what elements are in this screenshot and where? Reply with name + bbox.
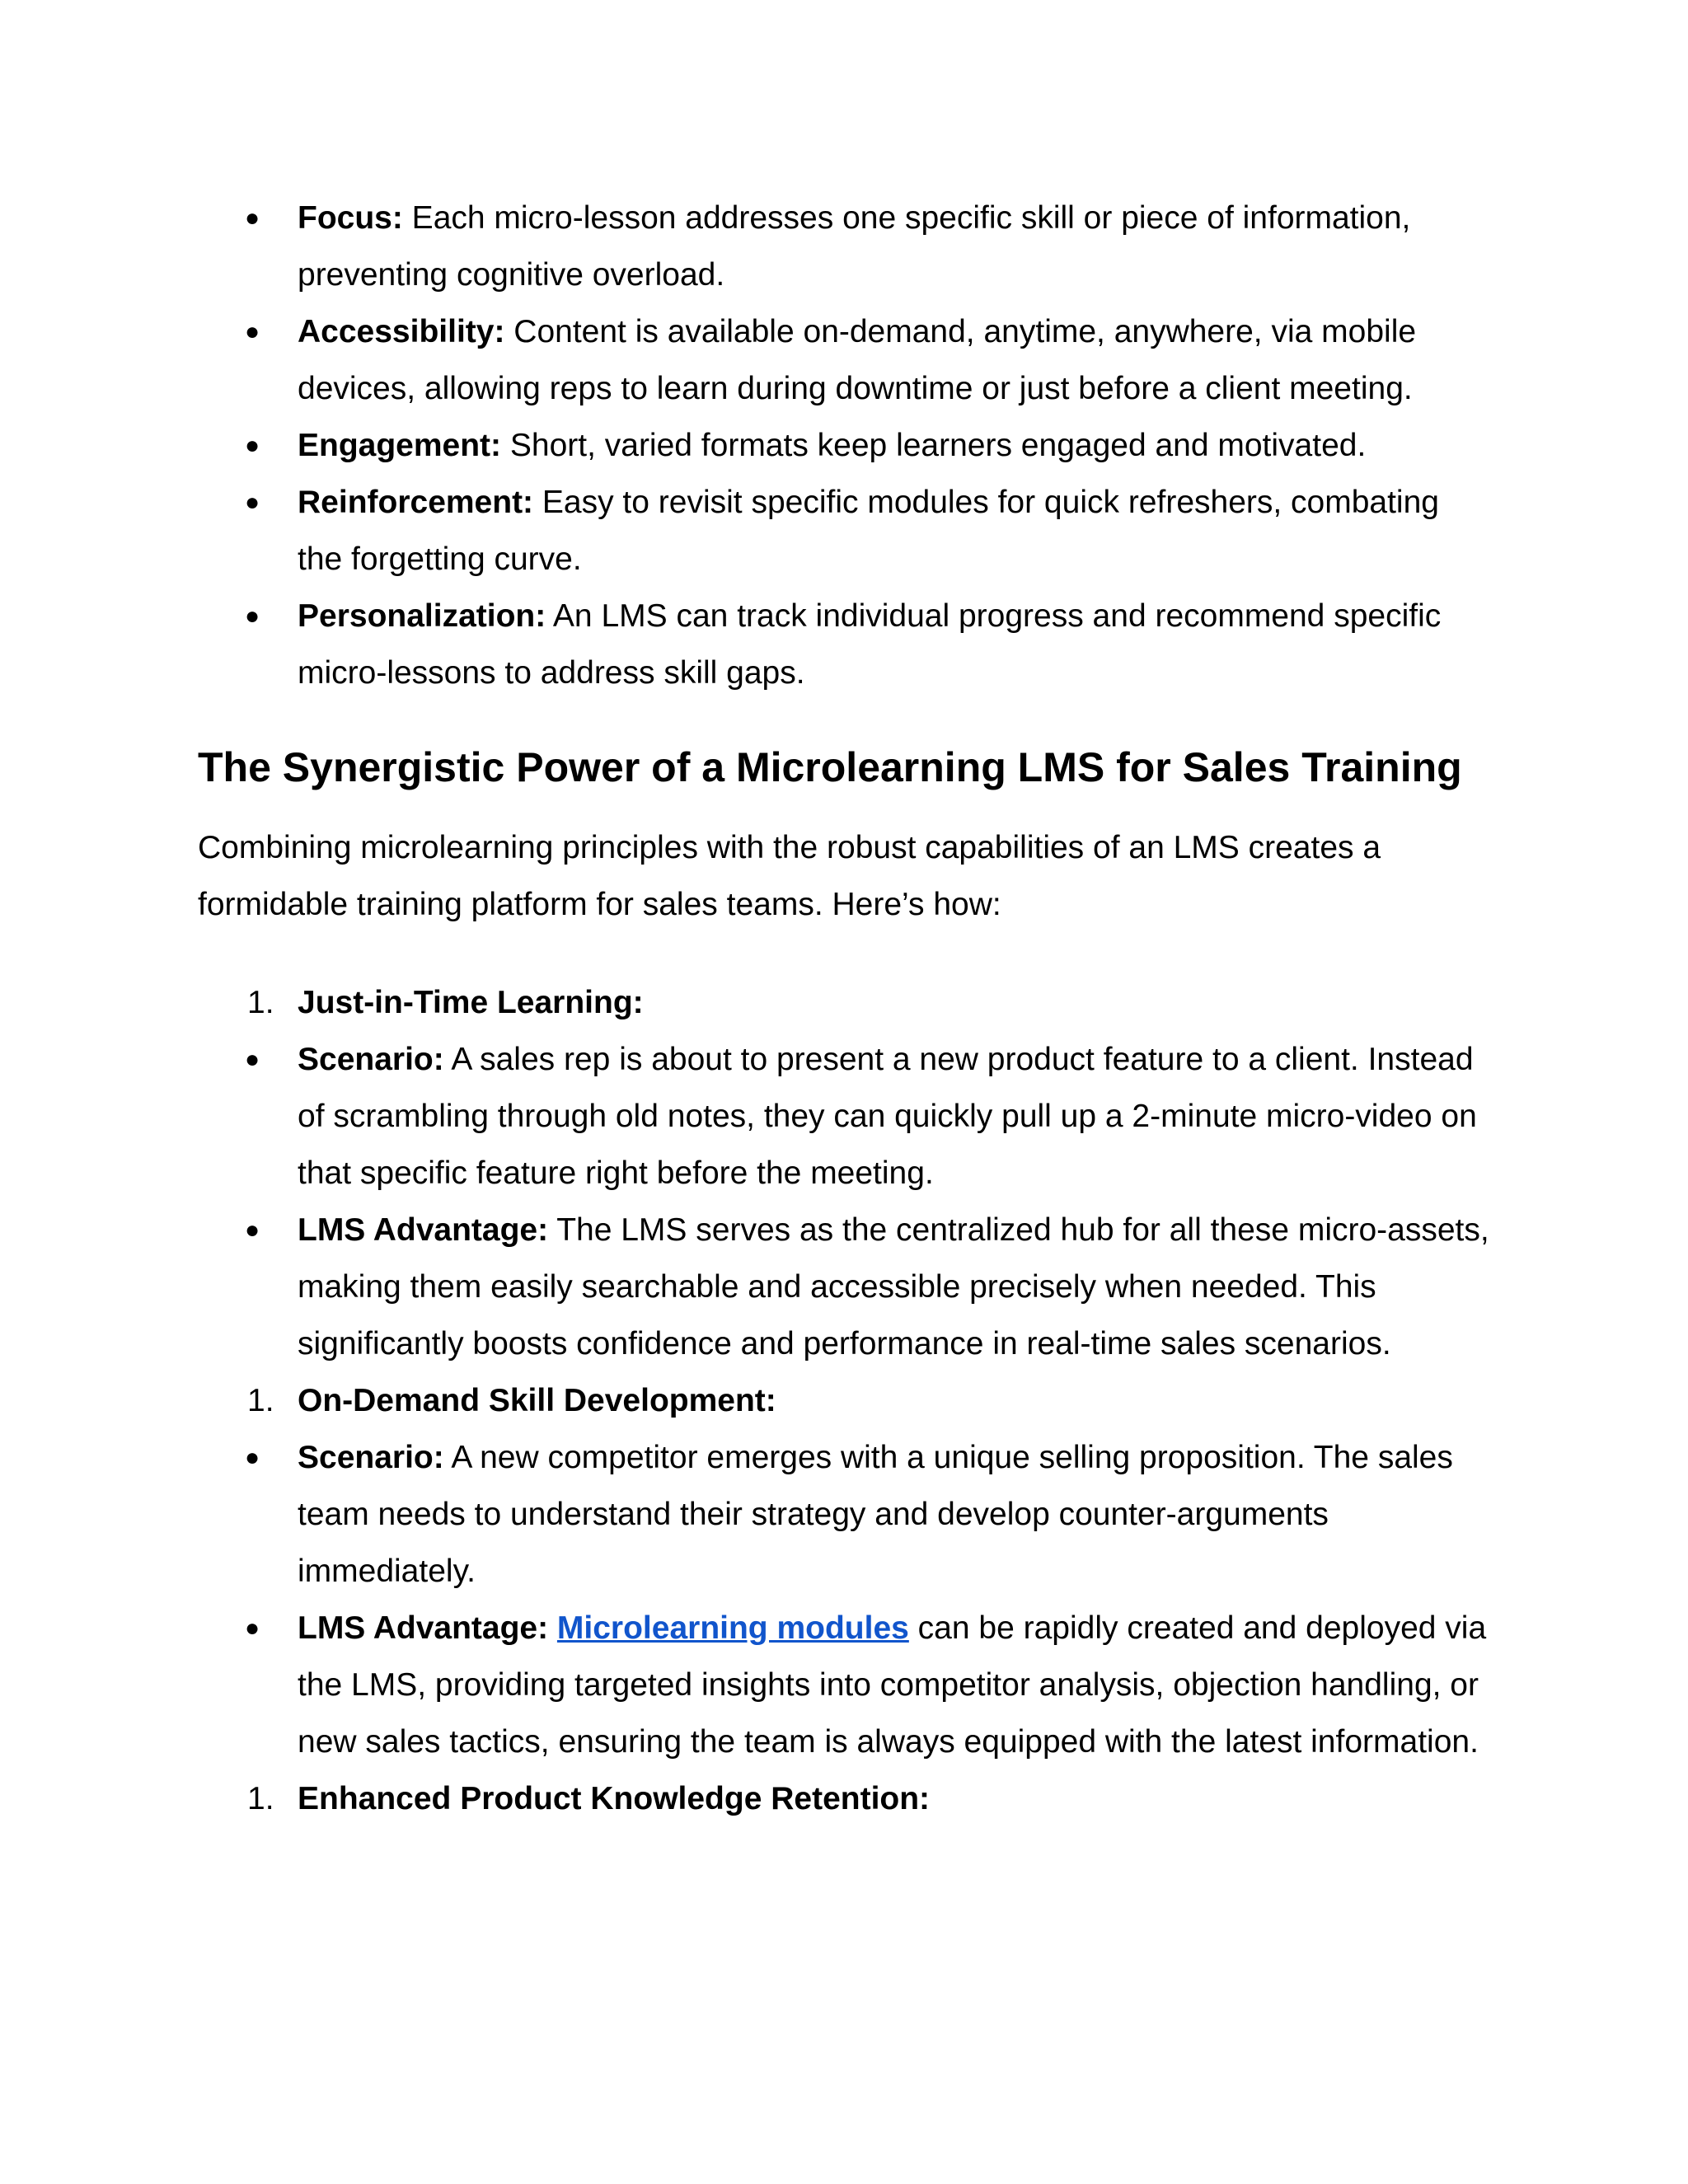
intro-bullet-list xyxy=(198,190,1490,701)
bullet-text: Short, varied formats keep learners engaged and motivated. xyxy=(501,428,1367,463)
bullet-marker: ● xyxy=(245,602,260,630)
bullet-item-lms-advantage xyxy=(198,1600,1490,1770)
bullet-item-scenario xyxy=(198,1031,1490,1202)
bullet-marker: ● xyxy=(245,204,260,232)
bullet-marker: ● xyxy=(245,1216,260,1244)
bullet-text: A sales rep is about to present a new product feature to a client. Instead of scrambling through old notes, they can quickly pull up a 2-minute micro-video on that specific feature right before the meeting. xyxy=(298,1042,1477,1191)
numbered-section xyxy=(198,974,1490,1827)
bullet-item-focus xyxy=(198,190,1490,303)
numbered-item-title xyxy=(198,1372,1490,1429)
bullet-label: Scenario: xyxy=(298,1042,444,1077)
list-number: 1. xyxy=(247,1383,274,1418)
bullet-marker: ● xyxy=(245,1444,260,1471)
bullet-label: LMS Advantage: xyxy=(298,1610,549,1646)
bullet-marker: ● xyxy=(245,432,260,459)
bullet-item-reinforcement xyxy=(198,474,1490,588)
numbered-item-title xyxy=(198,974,1490,1031)
bullet-label: Engagement: xyxy=(298,428,502,463)
microlearning-modules-link[interactable]: Microlearning modules xyxy=(556,1610,909,1646)
bullet-label: Personalization: xyxy=(298,598,546,634)
bullet-label: Focus: xyxy=(298,200,403,236)
bullet-item-scenario xyxy=(198,1429,1490,1600)
bullet-text: A new competitor emerges with a unique selling proposition. The sales team needs to understand their strategy and develop counter-arguments immediately. xyxy=(298,1440,1453,1589)
bullet-text: Content is available on-demand, anytime, anywhere, via mobile devices, allowing reps to learn during downtime or just before a client meeting. xyxy=(298,314,1417,406)
bullet-item-personalization xyxy=(198,588,1490,701)
section-paragraph: Combining microlearning principles with the robust capabilities of an LMS creates a formidable training platform for sales teams. Here’s how: xyxy=(198,830,1381,922)
list-number: 1. xyxy=(247,985,274,1020)
numbered-item-label: On-Demand Skill Development: xyxy=(298,1383,776,1418)
bullet-marker: ● xyxy=(245,489,260,516)
bullet-label: Reinforcement: xyxy=(298,485,534,520)
bullet-label: Accessibility: xyxy=(298,314,505,349)
list-number: 1. xyxy=(247,1781,274,1816)
bullet-text: Easy to revisit specific modules for quick refreshers, combating the forgetting curve. xyxy=(298,485,1439,577)
numbered-item-label: Enhanced Product Knowledge Retention: xyxy=(298,1781,931,1816)
bullet-item-engagement xyxy=(198,417,1490,474)
section-heading: The Synergistic Power of a Microlearning LMS for Sales Training xyxy=(198,744,1462,790)
bullet-label: LMS Advantage: xyxy=(298,1212,549,1248)
bullet-text: The LMS serves as the centralized hub for all these micro-assets, making them easily searchable and accessible precisely when needed. This significantly boosts confidence and performance in real-time sales scenarios. xyxy=(298,1212,1489,1361)
bullet-marker: ● xyxy=(245,318,260,345)
numbered-item-title xyxy=(198,1770,1490,1827)
bullet-marker: ● xyxy=(245,1615,260,1642)
bullet-text: can be rapidly created and deployed via the LMS, providing targeted insights into competitor analysis, objection handling, or new sales tactics, ensuring the team is always equipped with the latest information. xyxy=(298,1610,1487,1760)
bullet-item-accessibility xyxy=(198,303,1490,417)
numbered-item-label: Just-in-Time Learning: xyxy=(298,985,644,1020)
bullet-item-lms-advantage xyxy=(198,1202,1490,1372)
bullet-label: Scenario: xyxy=(298,1440,444,1475)
bullet-text: Each micro-lesson addresses one specific skill or piece of information, preventing cognitive overload. xyxy=(298,200,1411,293)
bullet-marker: ● xyxy=(245,1046,260,1073)
bullet-text: An LMS can track individual progress and recommend specific micro-lessons to address skill gaps. xyxy=(298,598,1442,691)
